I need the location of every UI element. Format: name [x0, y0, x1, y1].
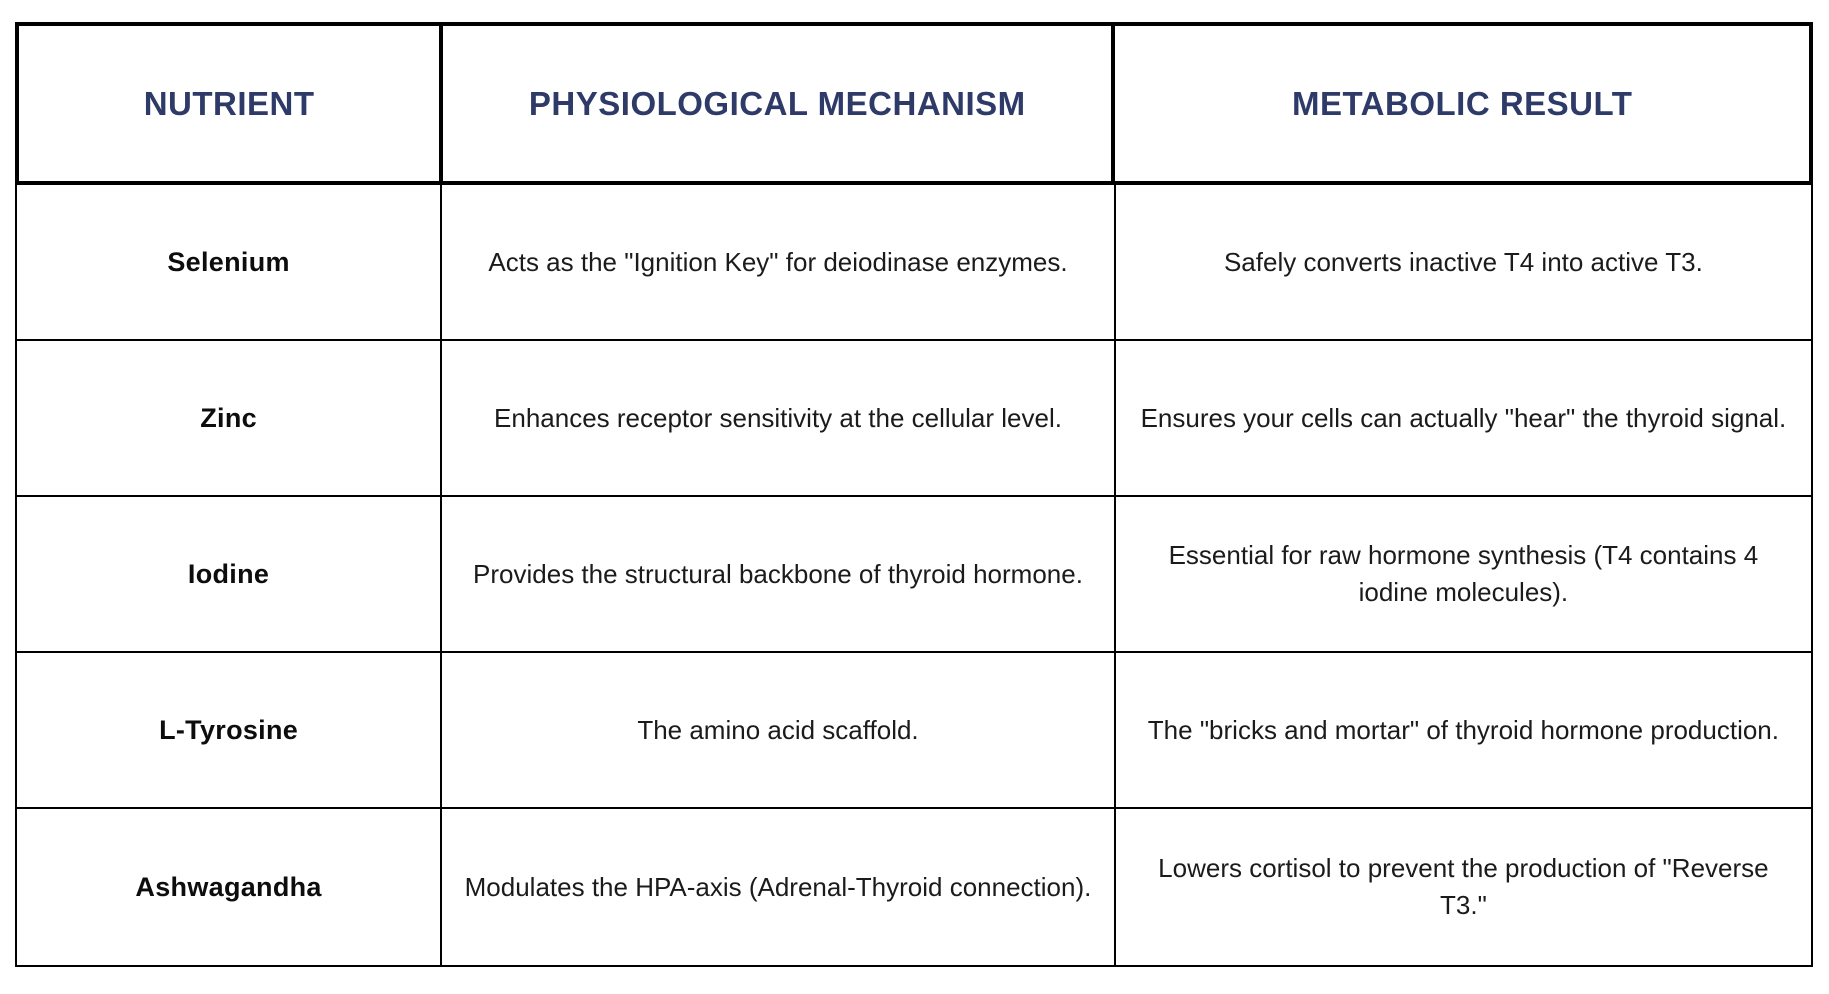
nutrient-name: Zinc	[17, 341, 442, 495]
mechanism-text: Provides the structural backbone of thyroid hormone.	[442, 497, 1116, 651]
table-header-row	[15, 22, 1813, 185]
nutrient-name: Iodine	[17, 497, 442, 651]
mechanism-text: Modulates the HPA-axis (Adrenal-Thyroid connection).	[442, 809, 1116, 965]
table-row-ashwagandha	[17, 809, 1811, 965]
result-text: Safely converts inactive T4 into active T3.	[1223, 246, 1703, 277]
table-body	[15, 185, 1813, 967]
table-row-iodine	[17, 497, 1811, 653]
result-text: Ensures your cells can actually "hear" the thyroid signal.	[1140, 402, 1787, 433]
table-row-selenium	[17, 185, 1811, 341]
result-text: Essential for raw hormone synthesis (T4 contains 4 iodine molecules).	[1168, 540, 1759, 607]
column-header-nutrient: NUTRIENT	[19, 26, 443, 181]
result-text: The "bricks and mortar" of thyroid hormone production.	[1147, 714, 1779, 745]
nutrient-table	[15, 22, 1813, 967]
table-row-l-tyrosine	[17, 653, 1811, 809]
mechanism-text: Acts as the "Ignition Key" for deiodinase enzymes.	[442, 185, 1116, 339]
nutrient-name: Selenium	[17, 185, 442, 339]
nutrient-name: Ashwagandha	[17, 809, 442, 965]
mechanism-text: The amino acid scaffold.	[442, 653, 1116, 807]
mechanism-text: Enhances receptor sensitivity at the cellular level.	[442, 341, 1116, 495]
table-row-zinc	[17, 341, 1811, 497]
result-text: Lowers cortisol to prevent the production of "Reverse T3."	[1158, 853, 1769, 920]
column-header-physiological-mechanism: PHYSIOLOGICAL MECHANISM	[443, 26, 1115, 181]
column-header-metabolic-result: METABOLIC RESULT	[1291, 84, 1633, 122]
nutrient-name: L-Tyrosine	[17, 653, 442, 807]
